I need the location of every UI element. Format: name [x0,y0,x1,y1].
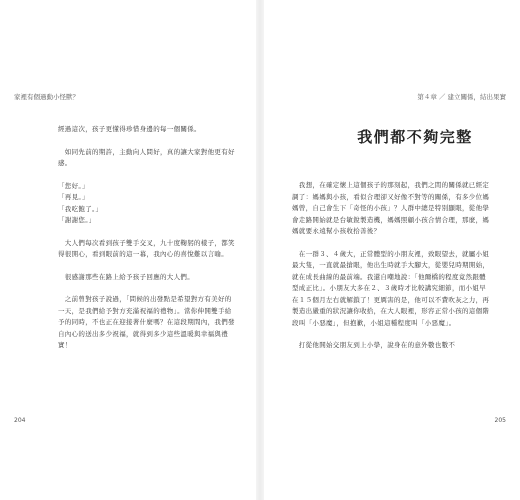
right-page-number: 205 [494,417,506,424]
left-dialogue-1: 「您好。」 [58,181,89,190]
book-gutter [256,0,264,500]
left-paragraph-3: 大人們每次看到孩子雙手交叉，九十度鞠躬的樣子，都笑得很開心，看到眼前的這一幕，我內心的喜悅難以言喻。 [58,238,235,258]
left-running-head: 家裡有個過動小怪獸？ [14,93,79,101]
left-dialogue-4: 「謝謝您。」 [58,216,96,224]
right-page [264,0,520,500]
left-body-text [58,124,236,352]
left-paragraph-4: 很感謝那些在路上給予孩子回應的大人們。 [58,272,194,281]
left-dialogue-2: 「再見。」 [58,193,89,201]
left-page-number: 204 [14,417,26,424]
right-running-head: 第４章 ／ 建立關係，結出果實 [417,93,506,101]
right-paragraph-3: 打從他開始交朋友到上小學，說身在的意外數也數不 [292,341,456,349]
right-body-text [292,180,492,352]
left-paragraph-2: 如同先前的期許，主動向人問好，真的讓大家對他更有好感。 [58,147,235,167]
chapter-title: 我們都不夠完整 [357,128,473,146]
right-paragraph-2: 在一群３、４歲大，正常體型的小朋友裡，致眼望去，就屬小姐最大隻，一直就最搶眼，他出生時就手大腳大，從嬰兒時期開始，就在成長曲線的最前端。我還自嘲地說：「他爾橋的程度竟然跟體型成正比」。小朋友大多在２、３歲時才比較講究細節，而小姐早在１５個月左右就解鎖了！更厲害的是，他可以不費吹灰之力，再製造出嚴重的狀況讓你收拾，在大人眼裡，形容正常小孩的這個階段叫「小惡魔」，但抱歉，小姐這種程度叫「小惡魔」。 [292,249,490,327]
left-dialogue-3: 「我吃飽了。」 [58,204,103,213]
left-paragraph-1: 經過這次，孩子更懂得珍惜身邊的每一個關係。 [58,125,201,133]
left-paragraph-5: 之前曾對孩子說過，「問候的出發點是希望對方有美好的一天，是我們給予對方充滿祝福的禮物」。當你伸開雙手給予的同時，不也正在迎接著什麼嗎？在這段期間內，我們發自內心的送出多少祝福，就得到多少這些溫暖與幸福與禮實！ [58,295,235,349]
left-page [0,0,256,500]
right-paragraph-1: 我想，在確定懷上這個孩子的那刻起，我們之間的關係就已經定調了：媽媽與小孩，看似合理卻又好像不對等的關係，有多少位媽媽曾，自己會生下「奇怪的小孩」？人群中總是特別顯眼，從他學會走路開始就是台敏銳製造機，媽媽照顧小孩合情合理，那麼，媽媽就要永遠幫小孩收拾善後？ [292,181,490,235]
